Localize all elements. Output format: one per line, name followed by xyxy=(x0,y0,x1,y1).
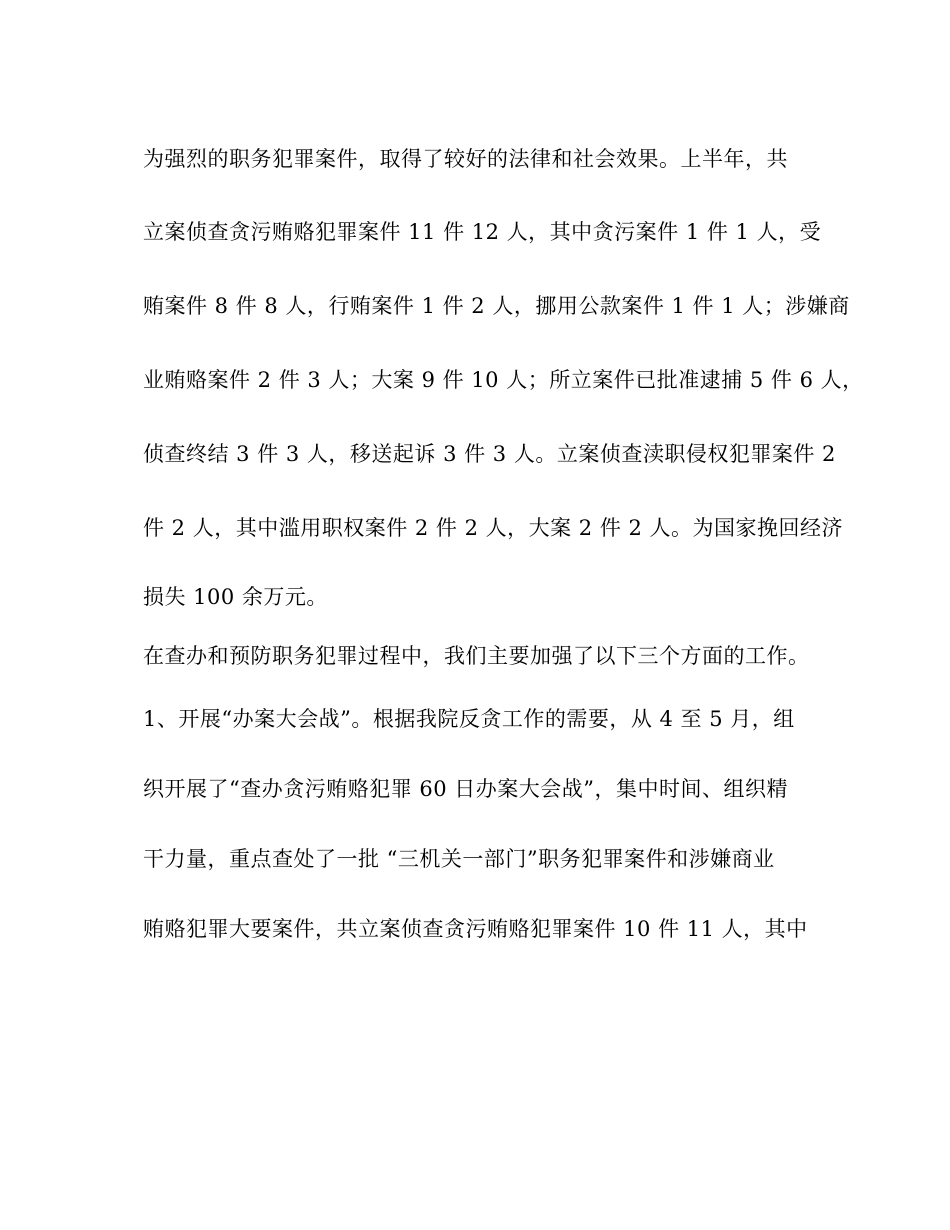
paragraph-line: 侦查终结 3 件 3 人，移送起诉 3 件 3 人。立案侦查渎职侵权犯罪案件 2 xyxy=(143,442,836,466)
paragraph-line: 损失 100 余万元。 xyxy=(143,585,328,609)
paragraph-line: 贿案件 8 件 8 人，行贿案件 1 件 2 人，挪用公款案件 1 件 1 人；涉嫌商 xyxy=(143,294,850,318)
paragraph-line: 织开展了“查办贪污贿赂犯罪 60 日办案大会战”，集中时间、组织精 xyxy=(143,777,789,801)
paragraph-line: 干力量，重点查处了一批 “三机关一部门”职务犯罪案件和涉嫌商业 xyxy=(143,847,775,871)
paragraph-line: 在查办和预防职务犯罪过程中，我们主要加强了以下三个方面的工作。 xyxy=(143,644,810,668)
paragraph-line: 1、开展“办案大会战”。根据我院反贪工作的需要，从 4 至 5 月，组 xyxy=(143,707,795,731)
paragraph-line: 贿赂犯罪大要案件，共立案侦查贪污贿赂犯罪案件 10 件 11 人，其中 xyxy=(143,917,808,941)
paragraph-line: 立案侦查贪污贿赂犯罪案件 11 件 12 人，其中贪污案件 1 件 1 人，受 xyxy=(143,220,822,244)
paragraph-line: 为强烈的职务犯罪案件，取得了较好的法律和社会效果。上半年，共 xyxy=(143,147,788,171)
paragraph-line: 件 2 人，其中滥用职权案件 2 件 2 人，大案 2 件 2 人。为国家挽回经济 xyxy=(143,516,844,540)
paragraph-line: 业贿赂案件 2 件 3 人；大案 9 件 10 人；所立案件已批准逮捕 5 件 6 人， xyxy=(143,368,864,392)
